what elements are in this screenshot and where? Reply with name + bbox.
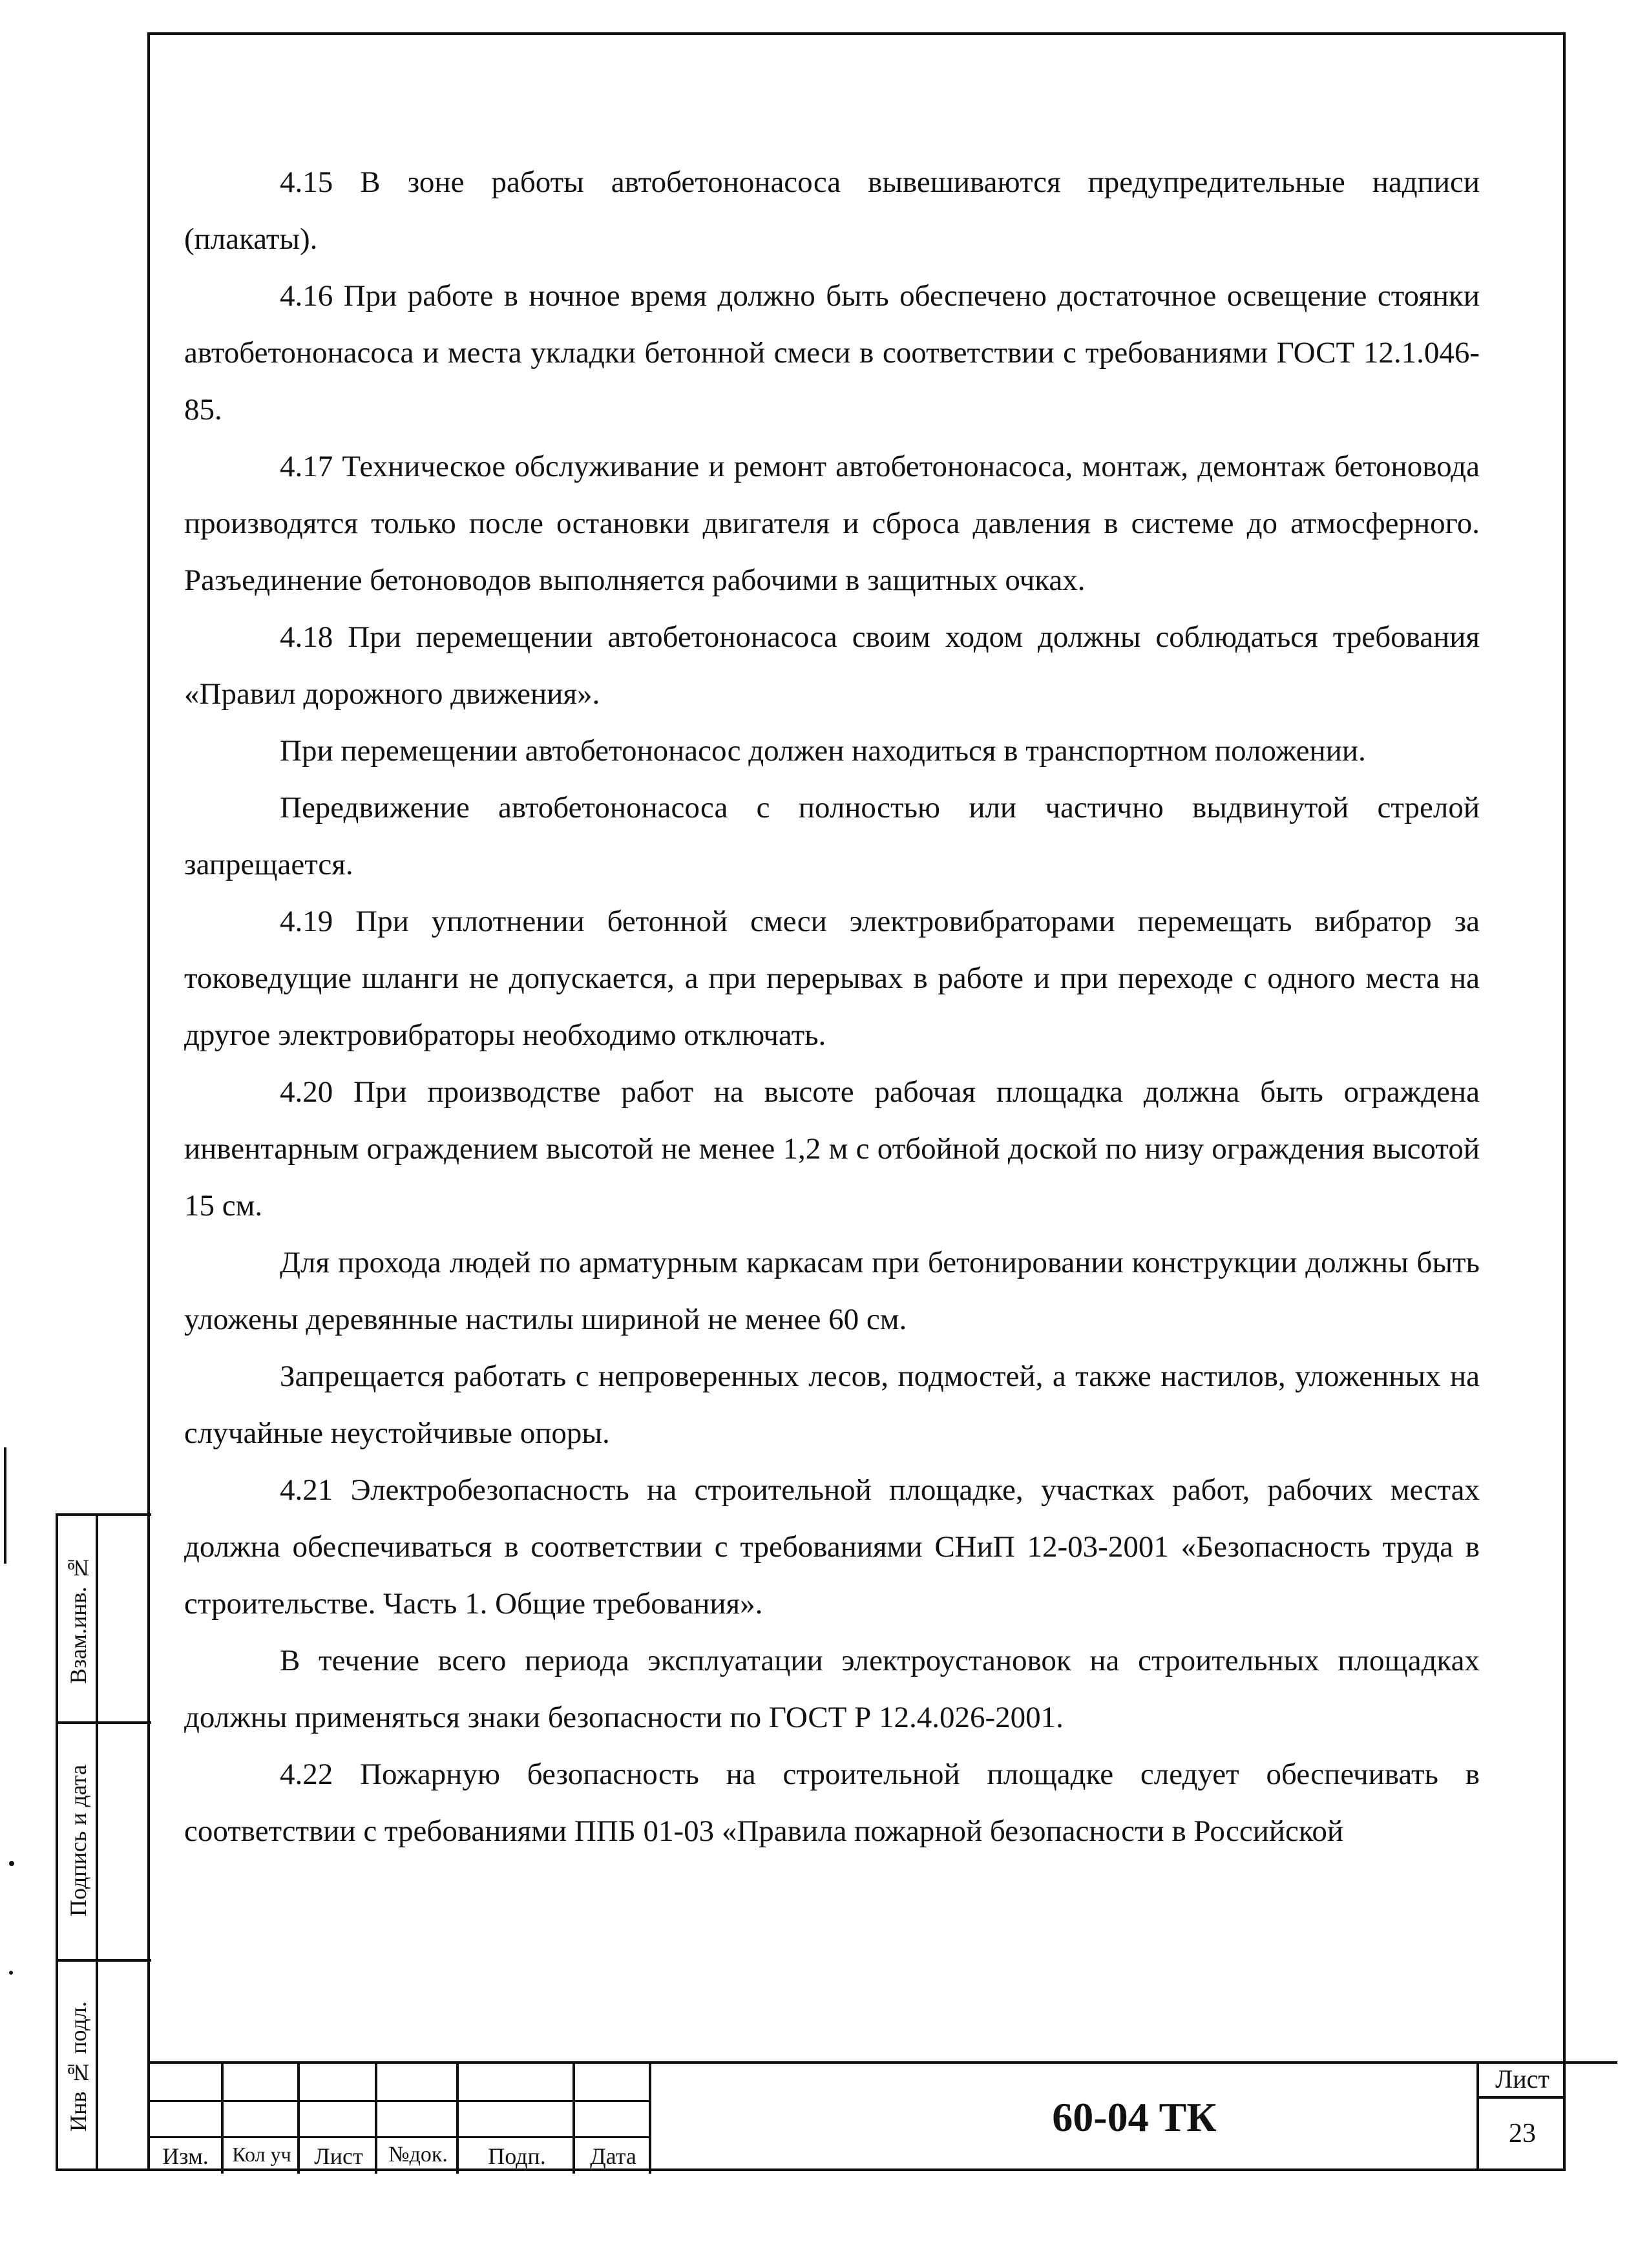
side-cell-inv bbox=[58, 1962, 151, 2171]
scan-dot bbox=[9, 1861, 14, 1866]
paragraph-4-22: 4.22 Пожарную безопасность на строительной площадке следует обеспечивать в соответствии с требованиями ППБ 01-03 «Правила пожарной безопасности в Российской bbox=[184, 1758, 1480, 1848]
stamp-header-data: Дата bbox=[590, 2143, 636, 2169]
paragraph-4-20: 4.20 При производстве работ на высоте рабочая площадка должна быть ограждена инвентарным ограждением высотой не менее 1,2 м с отбойной доской по низу ограждения высотой 15 см. bbox=[184, 1075, 1480, 1223]
paragraph-4-15: 4.15 В зоне работы автобетононасоса вывешиваются предупредительные надписи (плакаты). bbox=[184, 165, 1480, 256]
side-cell-podpis bbox=[58, 1724, 151, 1958]
side-label-vzam: Взам.инв. № bbox=[65, 1555, 91, 1684]
side-cell-vzam bbox=[58, 1516, 151, 1723]
paragraph-boom-movement: Передвижение автобетононасоса с полностью или частично выдвинутой стрелой запрещается. bbox=[184, 791, 1480, 881]
stamp-row-line bbox=[147, 2100, 651, 2102]
stamp-header-kol-uch: Кол уч bbox=[232, 2143, 291, 2166]
title-block bbox=[147, 2061, 1566, 2171]
document-code: 60-04 ТК bbox=[651, 2061, 1617, 2171]
stamp-header-ndok: №док. bbox=[388, 2143, 448, 2167]
side-label-podpis: Подпись и дата bbox=[65, 1765, 91, 1917]
paragraph-transport-position: При перемещении автобетононасос должен находиться в транспортном положении. bbox=[280, 734, 1366, 768]
paragraph-4-16: 4.16 При работе в ночное время должно быть обеспечено достаточное освещение стоянки автобетононасоса и места укладки бетонной смеси в соответствии с требованиями ГОСТ 12.1.046-85. bbox=[184, 279, 1480, 426]
paragraph-4-17: 4.17 Техническое обслуживание и ремонт автобетононасоса, монтаж, демонтаж бетоновода производятся только после остановки двигателя и сброса давления в системе до атмосферного. Разъединение бетоноводов выполняется рабочими в защитных очках. bbox=[184, 450, 1480, 597]
sheet-label: Лист bbox=[1479, 2061, 1566, 2099]
stamp-row-line bbox=[147, 2136, 651, 2138]
stamp-header-izm: Изм. bbox=[162, 2143, 209, 2169]
paragraph-scaffolds: Запрещается работать с непроверенных лесов, подмостей, а также настилов, уложенных на случайные неустойчивые опоры. bbox=[184, 1360, 1480, 1450]
sheet-box bbox=[1476, 2061, 1566, 2171]
paragraph-4-21: 4.21 Электробезопасность на строительной площадке, участках работ, рабочих местах должна обеспечиваться в соответствии с требованиями СНиП 12-03-2001 «Безопасность труда в строительстве. Часть 1. Общие требования». bbox=[184, 1473, 1480, 1621]
document-body bbox=[184, 154, 1480, 1860]
scan-margin-line bbox=[4, 1447, 6, 1564]
paragraph-4-19: 4.19 При уплотнении бетонной смеси электровибраторами перемещать вибратор за токоведущие шланги не допускается, а при перерывах в работе и при переходе с одного места на другое электровибраторы необходимо отключать. bbox=[184, 905, 1480, 1052]
paragraph-safety-signs: В течение всего периода эксплуатации электроустановок на строительных площадках должны применяться знаки безопасности по ГОСТ Р 12.4.026-2001. bbox=[184, 1644, 1480, 1734]
side-stamp bbox=[56, 1513, 151, 2171]
title-block-grid bbox=[147, 2061, 651, 2171]
side-label-inv: Инв № подл. bbox=[65, 2001, 91, 2132]
stamp-header-list: Лист bbox=[314, 2143, 363, 2169]
sheet-number: 23 bbox=[1509, 2119, 1536, 2148]
scan-dot bbox=[9, 1971, 13, 1975]
stamp-header-podp: Подп. bbox=[488, 2143, 546, 2169]
paragraph-walkways: Для прохода людей по арматурным каркасам при бетонировании конструкции должны быть уложены деревянные настилы шириной не менее 60 см. bbox=[184, 1246, 1480, 1336]
paragraph-4-18: 4.18 При перемещении автобетононасоса своим ходом должны соблюдаться требования «Правил дорожного движения». bbox=[184, 620, 1480, 711]
